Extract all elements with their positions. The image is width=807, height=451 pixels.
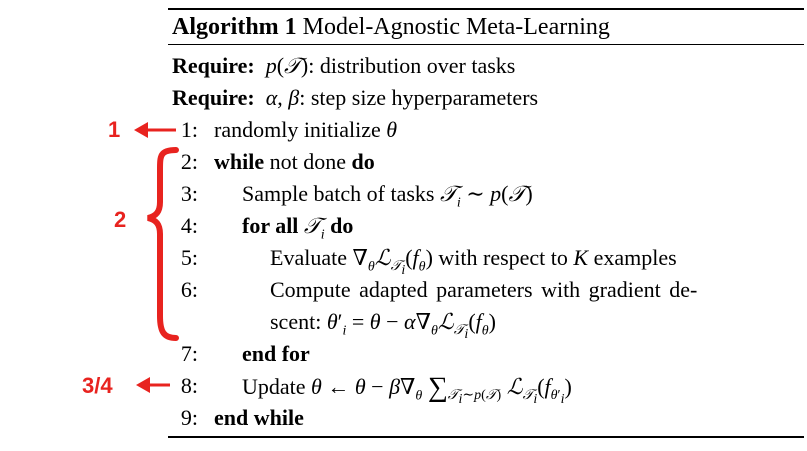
require-label: Require: <box>172 85 255 110</box>
line-text: randomly initialize <box>214 117 381 142</box>
line-number: 2: <box>180 149 198 174</box>
line-text: not done <box>269 149 347 174</box>
keyword: end while <box>214 405 304 430</box>
math-meta-update: θ ← $\theta - \beta\nabla_\theta$ $\sum_{𝒯_i\sim p(𝒯)}$ $ℒ_{𝒯_i}(f_{\theta'_i})$ <box>311 372 572 408</box>
keyword: do <box>330 213 354 238</box>
line-number: 7: <box>180 341 198 366</box>
line-text: with respect to <box>438 245 568 270</box>
line-number: 4: <box>180 213 198 238</box>
math-Ti: 𝒯$_i$ <box>303 214 325 243</box>
annotation-label-1: 1 <box>108 117 121 142</box>
require-text-1: : distribution over tasks <box>308 53 516 78</box>
line-number: 6: <box>180 277 198 302</box>
require-label: Require: <box>172 53 255 78</box>
line-text: examples <box>593 245 677 270</box>
line-number: 9: <box>180 405 198 430</box>
annotation-label-3-4: 3/4 <box>82 373 113 398</box>
annotation-arrow-3-4 <box>136 377 170 393</box>
keyword: for all <box>242 213 299 238</box>
annotation-brace <box>148 150 176 338</box>
line-number: 8: <box>180 373 198 398</box>
require-text-2: : step size hyperparameters <box>299 85 539 110</box>
line-text: scent: <box>270 309 322 334</box>
math-grad-loss: $\nabla_\theta ℒ_{𝒯_i}(f_\theta)$ <box>352 245 433 279</box>
keyword: end for <box>242 341 310 366</box>
keyword: while <box>214 149 265 174</box>
line-number: 1: <box>180 117 198 142</box>
math-theta: θ <box>386 117 398 142</box>
algorithm-title-number: Algorithm 1 <box>172 14 297 40</box>
line-text: Update <box>242 374 306 399</box>
annotation-label-2: 2 <box>114 207 127 232</box>
keyword: do <box>351 149 375 174</box>
line-number: 3: <box>180 181 198 206</box>
math-alpha-beta: α, β <box>265 85 300 110</box>
math-p-T: p(𝒯) <box>265 53 309 79</box>
line-number: 5: <box>180 245 198 270</box>
math-sample: 𝒯$_i$ ∼ p(𝒯) <box>439 181 533 211</box>
algorithm-title-text: Model-Agnostic Meta-Learning <box>302 14 610 40</box>
annotation-arrow-1 <box>134 122 176 138</box>
line-text: Evaluate <box>270 245 347 270</box>
line-text: Sample batch of tasks <box>242 181 435 206</box>
math-K: K <box>573 245 589 270</box>
line-text: Compute adapted parameters with gradient de- <box>270 277 698 302</box>
math-inner-update: $\theta'_i = \theta$ − $\alpha\nabla_\theta ℒ_{𝒯_i}(f_\theta)$ <box>326 309 496 343</box>
